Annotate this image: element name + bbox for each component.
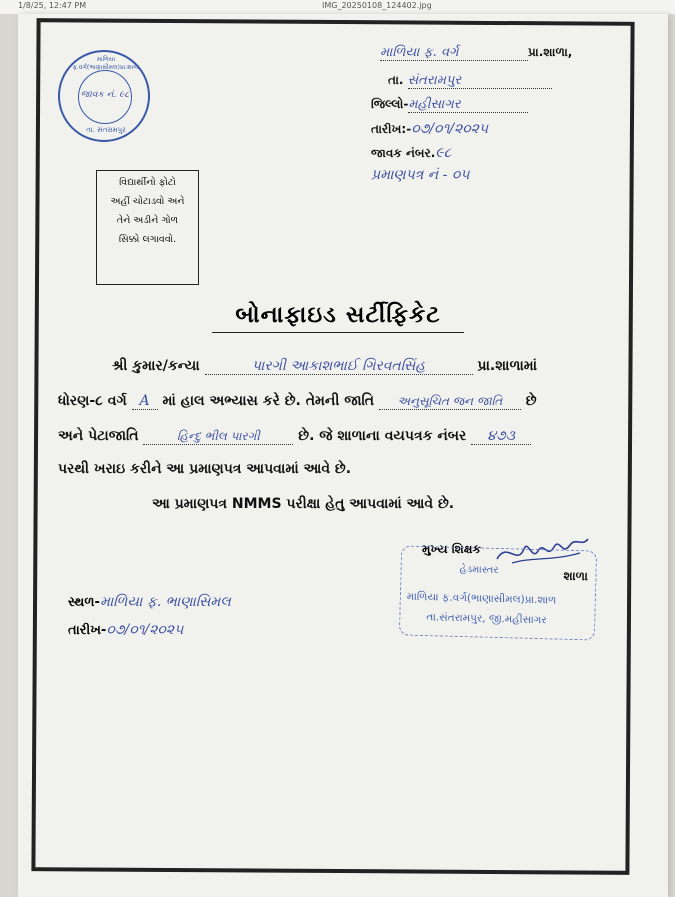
photo-placeholder-box <box>96 170 199 285</box>
l1-prefix: શ્રી કુમાર/કન્યા <box>112 358 200 374</box>
header-date <box>371 121 488 137</box>
footer-date-label: તારીખ- <box>68 623 107 638</box>
date-label: તારીખ:- <box>371 122 412 136</box>
taluka-label: તા. <box>388 73 404 87</box>
district-label: જિલ્લો- <box>371 97 409 111</box>
body-line-2 <box>58 393 537 410</box>
division-fill: A <box>132 393 158 410</box>
body-line-5: આ પ્રમાણપત્ર NMMS પરીક્ષા હેતુ આપવામાં આવે છે. <box>152 496 455 512</box>
photo-line-1: વિદ્યાર્થીનો ફોટો <box>119 177 176 188</box>
school-name-fill: માળિયા ફ. વર્ગ <box>380 45 528 61</box>
seal-ring-text: માળિયા ફ.વર્ગ(ભાણાસીમલ)પ્રા.શાળા <box>72 56 140 71</box>
date-fill: ૦૭/૦૧/૨૦૨૫ <box>411 121 489 137</box>
student-name: પારગી આકાશભાઈ ગિરવતસિંહ <box>205 358 473 375</box>
school-seal <box>58 50 150 142</box>
photo-line-2: અહીં ચોટાડવો અને <box>110 196 185 207</box>
school-rubber-stamp <box>399 545 597 640</box>
place-label: સ્થળ- <box>68 595 100 610</box>
l3-mid: છે. જે શાળાના વયપત્રક નંબર <box>298 428 467 444</box>
district-fill: મહીસાગર <box>408 97 528 113</box>
photo-line-3: તેને અડીને ગોળ <box>116 215 179 226</box>
body-line-1 <box>112 358 537 375</box>
status-bar <box>0 0 675 14</box>
l2-prefix: ધોરણ-૮ વર્ગ <box>58 393 127 409</box>
footer-date-value: ૦૭/૦૧/૨૦૨૫ <box>106 622 184 638</box>
footer-place <box>68 594 231 610</box>
header-taluka <box>388 73 552 89</box>
l2-suffix: છે <box>525 393 537 409</box>
seal-bottom-text: તા. સંતરામપુર <box>86 126 126 134</box>
header-school <box>380 45 572 61</box>
stamp-school-label: શાળા <box>563 568 589 584</box>
l3-prefix: અને પેટાજાતિ <box>58 428 139 444</box>
signatory-title: મુખ્ય શિક્ષક <box>422 542 481 556</box>
register-number-fill: ૪૭૩ <box>471 428 531 445</box>
stamp-headmaster: હેડમાસ્તર <box>459 563 499 577</box>
outward-fill: ૯૮ <box>435 145 452 161</box>
stamp-line-1: માળિયા ફ.વર્ગ(ભાણાસીમલ)પ્રા.શાળ <box>406 590 557 607</box>
school-suffix: પ્રા.શાળા, <box>528 45 573 59</box>
certificate-title: બોનાફાઇડ સર્ટીફિકેટ <box>212 298 464 333</box>
taluka-fill: સંતરામપુર <box>408 73 552 89</box>
header-district <box>371 97 528 113</box>
body-line-3 <box>58 428 531 445</box>
l2-mid: માં હાલ અભ્યાસ કરે છે. તેમની જાતિ <box>162 393 374 409</box>
header-outward <box>371 145 451 161</box>
subcaste-fill: હિન્દુ ભીલ પારગી <box>143 429 293 445</box>
footer-date <box>68 622 183 638</box>
body-line-4: પરથી ખરાઇ કરીને આ પ્રમાણપત્ર આપવામાં આવે છે. <box>58 461 352 477</box>
seal-center-text: જાવક નં. ૯૮ <box>80 90 130 100</box>
certificate-number: પ્રમાણપત્ર નં - ૦૫ <box>371 167 470 183</box>
outward-label: જાવક નંબર. <box>371 146 436 160</box>
photo-line-4: સિક્કો લગાવવો. <box>118 234 177 245</box>
stamp-line-2: તા.સંતરામપુર, જી.મહીસાગર <box>426 611 547 627</box>
certificate-border <box>31 18 634 875</box>
filename: IMG_20250108_124402.jpg <box>322 1 432 10</box>
caste-fill: અનુસૂચિત જન જાતિ <box>379 394 521 410</box>
l1-suffix: પ્રા.શાળામાં <box>477 358 538 374</box>
timestamp: 1/8/25, 12:47 PM <box>18 1 87 10</box>
place-value: માળિયા ફ. ભાણાસિમલ <box>99 594 231 610</box>
